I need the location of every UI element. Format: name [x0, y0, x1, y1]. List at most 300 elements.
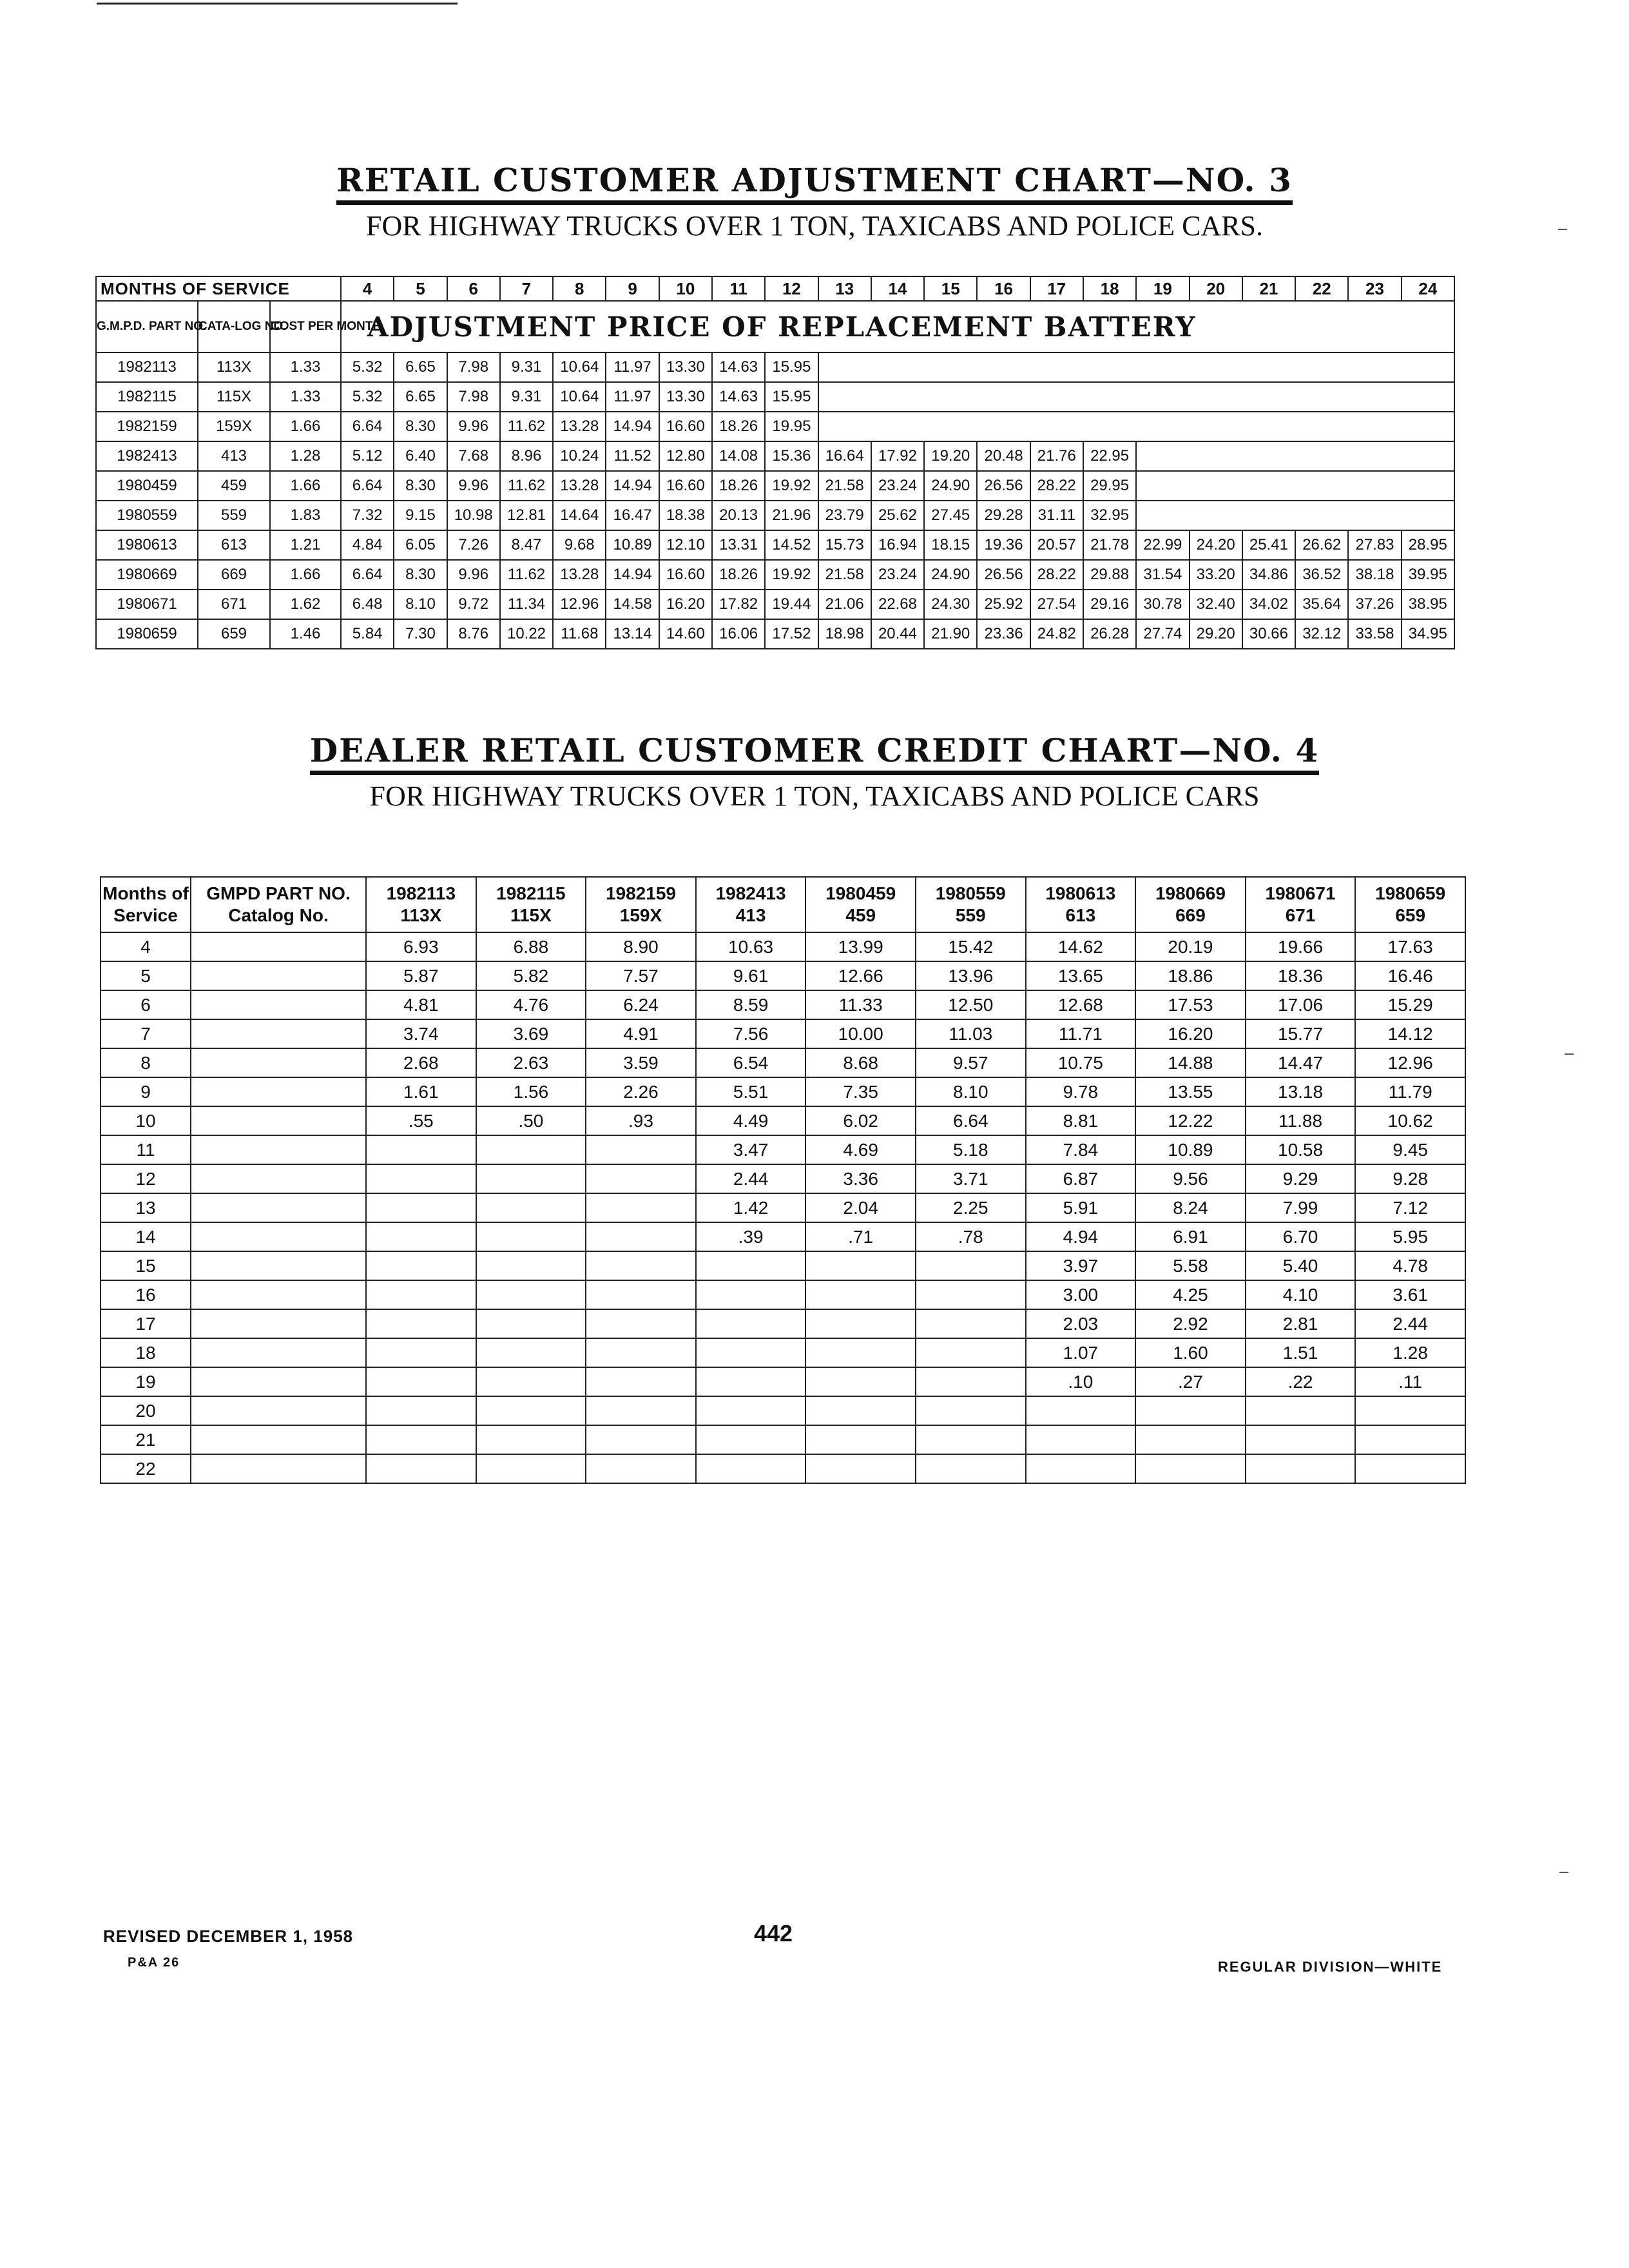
credit-cell: 9.57	[916, 1048, 1026, 1077]
credit-cell: 14.62	[1026, 932, 1136, 961]
part-number: 1980459	[825, 883, 896, 903]
credit-cell	[366, 1251, 476, 1280]
credit-cell	[476, 1338, 586, 1367]
price-cell: 24.90	[924, 560, 977, 590]
credit-cell: 5.51	[696, 1077, 806, 1106]
credit-cell: 17.63	[1355, 932, 1465, 961]
price-cell: 6.64	[341, 412, 394, 441]
price-cell: 8.47	[500, 530, 553, 560]
price-cell: 21.90	[924, 619, 977, 649]
months-of-service-label: MONTHS OF SERVICE	[96, 276, 341, 301]
part-column-header	[366, 877, 476, 932]
catalog-number: 613	[1065, 905, 1096, 925]
price-cell: 34.86	[1242, 560, 1295, 590]
price-cell: 17.82	[712, 590, 765, 619]
credit-cell: .50	[476, 1106, 586, 1135]
price-cell: 14.52	[765, 530, 818, 560]
price-cell: 15.95	[765, 382, 818, 412]
credit-cell	[805, 1280, 916, 1309]
credit-cell: 7.56	[696, 1019, 806, 1048]
credit-cell	[586, 1309, 696, 1338]
credit-cell	[696, 1425, 806, 1454]
cost-cell: 1.33	[270, 352, 341, 382]
price-cell: 27.54	[1030, 590, 1083, 619]
credit-cell: 8.68	[805, 1048, 916, 1077]
price-cell: 10.98	[447, 501, 500, 530]
price-cell: 33.58	[1348, 619, 1401, 649]
empty-cell	[818, 412, 1454, 441]
cost-cell: 1.21	[270, 530, 341, 560]
price-cell: 24.82	[1030, 619, 1083, 649]
gmpd-blank-cell	[191, 1338, 366, 1367]
price-cell: 13.30	[659, 382, 712, 412]
credit-cell: 3.47	[696, 1135, 806, 1164]
month-header: 7	[500, 276, 553, 301]
credit-cell	[1026, 1425, 1136, 1454]
price-cell: 21.06	[818, 590, 871, 619]
price-cell: 28.22	[1030, 560, 1083, 590]
part-number: 1980671	[1265, 883, 1336, 903]
month-header: 11	[712, 276, 765, 301]
credit-cell	[805, 1425, 916, 1454]
price-cell: 32.12	[1295, 619, 1348, 649]
cost-cell: 1.28	[270, 441, 341, 471]
credit-cell	[366, 1454, 476, 1483]
form-code: P&A 26	[128, 1956, 180, 1970]
credit-cell	[476, 1164, 586, 1193]
gmpd-blank-cell	[191, 1222, 366, 1251]
month-cell: 5	[101, 961, 191, 990]
price-cell: 16.06	[712, 619, 765, 649]
credit-cell: 3.69	[476, 1019, 586, 1048]
catalog-no-cell: 659	[198, 619, 270, 649]
credit-cell: 3.74	[366, 1019, 476, 1048]
credit-cell	[696, 1367, 806, 1396]
price-cell: 6.65	[394, 352, 447, 382]
price-cell: 18.26	[712, 412, 765, 441]
credit-cell	[1246, 1454, 1356, 1483]
price-cell: 13.14	[606, 619, 659, 649]
credit-cell: 3.36	[805, 1164, 916, 1193]
credit-cell: 15.42	[916, 932, 1026, 961]
gmpd-blank-cell	[191, 1106, 366, 1135]
gmpd-blank-cell	[191, 932, 366, 961]
month-header: 5	[394, 276, 447, 301]
credit-cell: 2.03	[1026, 1309, 1136, 1338]
price-cell: 14.94	[606, 412, 659, 441]
credit-cell: 1.56	[476, 1077, 586, 1106]
credit-cell: 14.47	[1246, 1048, 1356, 1077]
empty-cell	[818, 382, 1454, 412]
month-header: 24	[1402, 276, 1454, 301]
credit-cell	[696, 1280, 806, 1309]
month-cell: 20	[101, 1396, 191, 1425]
month-cell: 12	[101, 1164, 191, 1193]
months-of-service-header: Months of Service	[101, 877, 191, 932]
part-no-cell: 1980459	[96, 471, 198, 501]
credit-cell: 9.45	[1355, 1135, 1465, 1164]
table-row	[101, 1454, 1465, 1483]
gmpd-blank-cell	[191, 961, 366, 990]
month-cell: 19	[101, 1367, 191, 1396]
credit-cell	[476, 1193, 586, 1222]
price-cell: 5.32	[341, 382, 394, 412]
credit-cell	[916, 1251, 1026, 1280]
month-header: 23	[1348, 276, 1401, 301]
price-cell: 16.94	[871, 530, 924, 560]
credit-cell: 9.61	[696, 961, 806, 990]
price-cell: 29.88	[1083, 560, 1136, 590]
credit-cell	[366, 1193, 476, 1222]
credit-cell: 13.65	[1026, 961, 1136, 990]
price-cell: 29.28	[977, 501, 1030, 530]
price-cell: 14.08	[712, 441, 765, 471]
credit-cell: .10	[1026, 1367, 1136, 1396]
part-column-header	[1246, 877, 1356, 932]
price-cell: 20.44	[871, 619, 924, 649]
part-no-cell: 1980671	[96, 590, 198, 619]
catalog-number: 669	[1175, 905, 1206, 925]
price-cell: 12.81	[500, 501, 553, 530]
price-cell: 7.98	[447, 382, 500, 412]
credit-cell: 4.76	[476, 990, 586, 1019]
price-cell: 8.76	[447, 619, 500, 649]
price-cell: 25.92	[977, 590, 1030, 619]
month-cell: 7	[101, 1019, 191, 1048]
credit-cell	[1355, 1425, 1465, 1454]
part-no-cell: 1980669	[96, 560, 198, 590]
credit-cell: .71	[805, 1222, 916, 1251]
credit-cell: 2.44	[696, 1164, 806, 1193]
credit-cell: 8.59	[696, 990, 806, 1019]
price-cell: 38.95	[1402, 590, 1454, 619]
credit-cell	[916, 1280, 1026, 1309]
table-row	[96, 441, 1454, 471]
price-cell: 26.56	[977, 471, 1030, 501]
month-cell: 16	[101, 1280, 191, 1309]
credit-cell: 11.79	[1355, 1077, 1465, 1106]
gmpd-blank-cell	[191, 1135, 366, 1164]
credit-cell: 3.00	[1026, 1280, 1136, 1309]
credit-cell: 5.40	[1246, 1251, 1356, 1280]
catalog-no-cell: 669	[198, 560, 270, 590]
credit-cell	[696, 1338, 806, 1367]
credit-cell	[805, 1454, 916, 1483]
table-row	[101, 1135, 1465, 1164]
price-cell: 16.60	[659, 471, 712, 501]
edge-mark	[1559, 1872, 1568, 1873]
credit-cell: 15.77	[1246, 1019, 1356, 1048]
price-cell: 6.40	[394, 441, 447, 471]
table-row	[101, 1164, 1465, 1193]
price-cell: 11.52	[606, 441, 659, 471]
price-cell: 19.92	[765, 471, 818, 501]
price-cell: 18.98	[818, 619, 871, 649]
chart3-table	[95, 276, 1455, 649]
empty-cell	[1136, 501, 1454, 530]
part-column-header	[586, 877, 696, 932]
price-cell: 12.10	[659, 530, 712, 560]
price-cell: 16.60	[659, 412, 712, 441]
credit-cell: 10.00	[805, 1019, 916, 1048]
credit-cell: 7.35	[805, 1077, 916, 1106]
part-no-header: G.M.P.D. PART NO.	[96, 301, 198, 352]
credit-cell	[586, 1367, 696, 1396]
price-cell: 34.95	[1402, 619, 1454, 649]
price-cell: 13.28	[553, 560, 606, 590]
credit-cell	[366, 1309, 476, 1338]
credit-cell	[805, 1367, 916, 1396]
credit-cell: 2.81	[1246, 1309, 1356, 1338]
empty-cell	[1136, 471, 1454, 501]
credit-cell: 10.75	[1026, 1048, 1136, 1077]
credit-cell: 10.62	[1355, 1106, 1465, 1135]
revised-date: REVISED DECEMBER 1, 1958	[103, 1927, 354, 1946]
catalog-number: 115X	[510, 905, 552, 925]
price-cell: 6.64	[341, 560, 394, 590]
credit-cell	[1135, 1396, 1246, 1425]
price-cell: 22.99	[1136, 530, 1189, 560]
price-cell: 17.92	[871, 441, 924, 471]
price-cell: 15.36	[765, 441, 818, 471]
price-cell: 21.96	[765, 501, 818, 530]
price-cell: 11.97	[606, 382, 659, 412]
gmpd-blank-cell	[191, 1425, 366, 1454]
price-cell: 10.64	[553, 382, 606, 412]
table-row	[96, 530, 1454, 560]
credit-cell: 9.78	[1026, 1077, 1136, 1106]
price-cell: 29.16	[1083, 590, 1136, 619]
credit-cell: 2.04	[805, 1193, 916, 1222]
catalog-number: 413	[735, 905, 766, 925]
price-cell: 16.47	[606, 501, 659, 530]
catalog-no-cell: 113X	[198, 352, 270, 382]
table-row	[101, 1106, 1465, 1135]
price-cell: 13.28	[553, 471, 606, 501]
credit-cell: 4.69	[805, 1135, 916, 1164]
credit-cell: .55	[366, 1106, 476, 1135]
part-number: 1982113	[386, 883, 456, 903]
price-cell: 21.58	[818, 471, 871, 501]
empty-cell	[818, 352, 1454, 382]
chart4-subtitle: FOR HIGHWAY TRUCKS OVER 1 TON, TAXICABS AND POLICE CARS	[369, 780, 1260, 812]
part-number: 1980559	[935, 883, 1006, 903]
credit-cell: .39	[696, 1222, 806, 1251]
credit-cell: 6.64	[916, 1106, 1026, 1135]
month-header: 13	[818, 276, 871, 301]
price-cell: 11.62	[500, 412, 553, 441]
credit-cell: 13.18	[1246, 1077, 1356, 1106]
chart4-header-row	[101, 877, 1465, 932]
cost-cell: 1.46	[270, 619, 341, 649]
price-cell: 9.15	[394, 501, 447, 530]
gmpd-blank-cell	[191, 1048, 366, 1077]
credit-cell: 6.02	[805, 1106, 916, 1135]
price-cell: 20.57	[1030, 530, 1083, 560]
price-cell: 31.54	[1136, 560, 1189, 590]
credit-cell: .78	[916, 1222, 1026, 1251]
division-label: REGULAR DIVISION—WHITE	[1218, 1959, 1443, 1975]
price-cell: 28.22	[1030, 471, 1083, 501]
credit-cell	[586, 1251, 696, 1280]
cost-cell: 1.66	[270, 560, 341, 590]
credit-cell	[476, 1135, 586, 1164]
price-cell: 12.80	[659, 441, 712, 471]
price-cell: 21.58	[818, 560, 871, 590]
credit-cell: 2.63	[476, 1048, 586, 1077]
price-cell: 16.60	[659, 560, 712, 590]
price-cell: 13.31	[712, 530, 765, 560]
price-cell: 18.26	[712, 471, 765, 501]
credit-cell	[1355, 1396, 1465, 1425]
table-row	[96, 501, 1454, 530]
cost-cell: 1.62	[270, 590, 341, 619]
price-cell: 7.26	[447, 530, 500, 560]
price-cell: 8.30	[394, 560, 447, 590]
month-header: 19	[1136, 276, 1189, 301]
catalog-no-cell: 613	[198, 530, 270, 560]
price-cell: 14.94	[606, 471, 659, 501]
credit-cell: .93	[586, 1106, 696, 1135]
credit-cell	[1355, 1454, 1465, 1483]
chart3-column-header-row	[96, 301, 1454, 352]
price-cell: 20.13	[712, 501, 765, 530]
credit-cell	[916, 1454, 1026, 1483]
credit-cell	[586, 1396, 696, 1425]
catalog-number: 659	[1395, 905, 1426, 925]
price-cell: 25.62	[871, 501, 924, 530]
cost-cell: 1.83	[270, 501, 341, 530]
credit-cell: 8.10	[916, 1077, 1026, 1106]
month-header: 16	[977, 276, 1030, 301]
cost-per-month-header: COST PER MONTH	[270, 301, 341, 352]
catalog-no-cell: 559	[198, 501, 270, 530]
table-row	[96, 619, 1454, 649]
catalog-no-cell: 671	[198, 590, 270, 619]
credit-cell: .11	[1355, 1367, 1465, 1396]
month-cell: 14	[101, 1222, 191, 1251]
part-column-header	[476, 877, 586, 932]
credit-cell: 12.66	[805, 961, 916, 990]
credit-cell: 9.28	[1355, 1164, 1465, 1193]
price-cell: 11.68	[553, 619, 606, 649]
part-column-header	[1135, 877, 1246, 932]
part-no-cell: 1982413	[96, 441, 198, 471]
credit-cell	[366, 1425, 476, 1454]
credit-cell	[586, 1193, 696, 1222]
month-cell: 22	[101, 1454, 191, 1483]
price-cell: 33.20	[1190, 560, 1242, 590]
table-row	[96, 590, 1454, 619]
credit-cell: 5.95	[1355, 1222, 1465, 1251]
price-cell: 14.60	[659, 619, 712, 649]
month-header: 17	[1030, 276, 1083, 301]
credit-cell	[366, 1135, 476, 1164]
part-column-header	[1355, 877, 1465, 932]
credit-cell: 13.96	[916, 961, 1026, 990]
month-header: 14	[871, 276, 924, 301]
edge-mark	[1565, 1053, 1574, 1055]
credit-cell: 3.61	[1355, 1280, 1465, 1309]
top-rule	[97, 3, 458, 5]
price-cell: 19.92	[765, 560, 818, 590]
price-cell: 36.52	[1295, 560, 1348, 590]
credit-cell	[586, 1280, 696, 1309]
price-cell: 26.28	[1083, 619, 1136, 649]
adjustment-banner: ADJUSTMENT PRICE OF REPLACEMENT BATTERY	[341, 301, 1454, 352]
credit-cell: 13.99	[805, 932, 916, 961]
price-cell: 30.78	[1136, 590, 1189, 619]
credit-cell: 4.94	[1026, 1222, 1136, 1251]
credit-cell: 2.25	[916, 1193, 1026, 1222]
credit-cell: .22	[1246, 1367, 1356, 1396]
price-cell: 9.96	[447, 471, 500, 501]
credit-cell	[476, 1222, 586, 1251]
price-cell: 18.38	[659, 501, 712, 530]
table-row	[96, 352, 1454, 382]
table-row	[96, 412, 1454, 441]
credit-cell: 6.24	[586, 990, 696, 1019]
price-cell: 39.95	[1402, 560, 1454, 590]
credit-cell: 9.29	[1246, 1164, 1356, 1193]
credit-cell	[696, 1251, 806, 1280]
credit-cell: 12.68	[1026, 990, 1136, 1019]
part-no-cell: 1980559	[96, 501, 198, 530]
month-header: 4	[341, 276, 394, 301]
credit-cell: 8.24	[1135, 1193, 1246, 1222]
credit-cell: 16.20	[1135, 1019, 1246, 1048]
credit-cell	[696, 1454, 806, 1483]
credit-cell: 18.86	[1135, 961, 1246, 990]
price-cell: 32.40	[1190, 590, 1242, 619]
table-row	[101, 1048, 1465, 1077]
price-cell: 13.30	[659, 352, 712, 382]
credit-cell: 6.88	[476, 932, 586, 961]
credit-cell: 2.44	[1355, 1309, 1465, 1338]
part-no-cell: 1982115	[96, 382, 198, 412]
part-number: 1980659	[1375, 883, 1446, 903]
price-cell: 23.36	[977, 619, 1030, 649]
table-row	[101, 1396, 1465, 1425]
catalog-number: 459	[845, 905, 876, 925]
price-cell: 32.95	[1083, 501, 1136, 530]
price-cell: 9.31	[500, 382, 553, 412]
price-cell: 35.64	[1295, 590, 1348, 619]
gmpd-blank-cell	[191, 1309, 366, 1338]
price-cell: 20.48	[977, 441, 1030, 471]
part-number: 1982115	[496, 883, 566, 903]
table-row	[101, 1193, 1465, 1222]
month-cell: 15	[101, 1251, 191, 1280]
credit-cell: 20.19	[1135, 932, 1246, 961]
month-header: 9	[606, 276, 659, 301]
credit-cell	[1246, 1396, 1356, 1425]
table-row	[96, 471, 1454, 501]
price-cell: 37.26	[1348, 590, 1401, 619]
price-cell: 22.68	[871, 590, 924, 619]
price-cell: 8.10	[394, 590, 447, 619]
price-cell: 14.58	[606, 590, 659, 619]
price-cell: 38.18	[1348, 560, 1401, 590]
credit-cell: 1.28	[1355, 1338, 1465, 1367]
credit-cell	[1026, 1454, 1136, 1483]
price-cell: 24.90	[924, 471, 977, 501]
credit-cell	[366, 1396, 476, 1425]
chart3-subtitle: FOR HIGHWAY TRUCKS OVER 1 TON, TAXICABS AND POLICE CARS.	[365, 210, 1264, 242]
credit-cell	[366, 1164, 476, 1193]
credit-cell: 6.54	[696, 1048, 806, 1077]
credit-cell: 12.96	[1355, 1048, 1465, 1077]
